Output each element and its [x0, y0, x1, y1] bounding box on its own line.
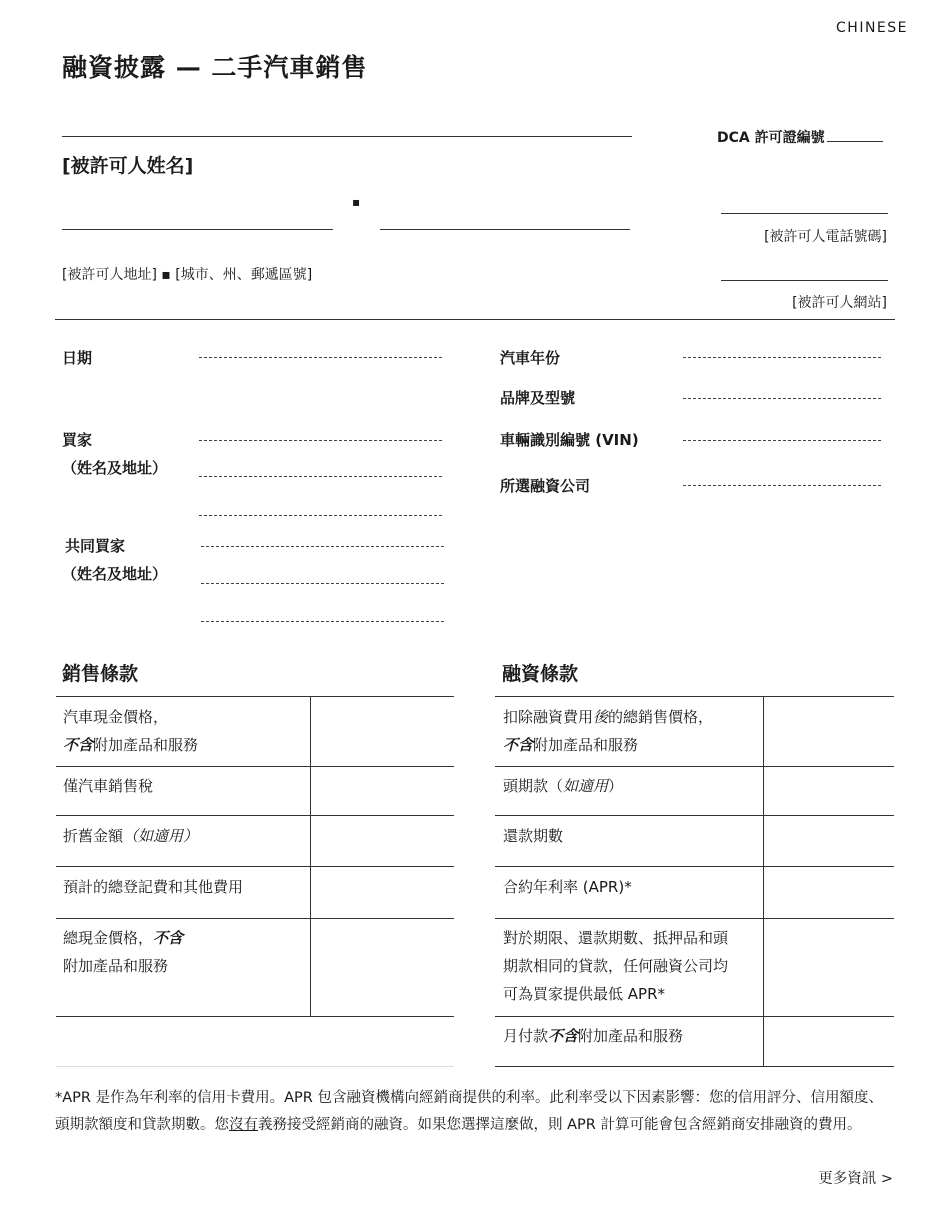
sale-row-sales-tax: 僅汽車銷售稅: [63, 777, 154, 795]
finance-value-num-payments[interactable]: [765, 817, 894, 865]
finance-column-divider: [763, 696, 764, 1066]
finance-value-apr[interactable]: [765, 868, 894, 917]
finance-row-monthly-payment-c: 附加產品和服務: [578, 1027, 684, 1045]
finance-row-down-payment-b: 如適用: [563, 777, 609, 795]
finance-row-monthly-payment-b: 不含: [548, 1027, 579, 1045]
finance-row-divider: [495, 696, 894, 697]
sale-row-total-cash-b: 不含: [153, 929, 184, 947]
finance-row-divider: [495, 766, 894, 767]
finance-row-total-sale-e: 附加產品和服務: [533, 736, 639, 754]
finance-value-down-payment[interactable]: [765, 768, 894, 814]
buyer-field-3[interactable]: [199, 515, 442, 516]
finance-row-total-sale-d: 不含: [503, 736, 534, 754]
finance-row-divider: [495, 1016, 894, 1017]
finance-row-lowest-apr-l3: 可為買家提供最低 APR*: [503, 985, 665, 1003]
finance-row-apr: 合約年利率 (APR)*: [503, 878, 632, 896]
apr-footnote-underlined: 沒有: [229, 1117, 258, 1133]
finance-row-lowest-apr-l1: 對於期限、還款期數、抵押品和頭: [503, 929, 729, 947]
cobuyer-sub-label: （姓名及地址）: [62, 565, 168, 583]
page-title: 融資披露 — 二手汽車銷售: [62, 53, 368, 82]
sale-row-trade-in-a: 折舊金額: [63, 827, 124, 845]
sale-value-fees[interactable]: [312, 868, 454, 917]
buyer-field-2[interactable]: [199, 476, 442, 477]
finance-row-down-payment-c: ）: [608, 777, 624, 795]
finance-row-down-payment-a: 頭期款（: [503, 777, 564, 795]
website-line[interactable]: [721, 280, 888, 281]
cobuyer-label: 共同買家: [65, 537, 126, 555]
make-model-label: 品牌及型號: [500, 389, 576, 407]
finance-value-monthly-payment[interactable]: [765, 1018, 894, 1065]
address-line-2[interactable]: [380, 229, 630, 230]
buyer-label: 買家: [62, 431, 93, 449]
sale-row-divider: [56, 918, 454, 919]
sale-row-cash-price-b: 不含: [63, 736, 94, 754]
sale-row-total-cash-c: 附加產品和服務: [63, 957, 169, 975]
header-divider: [55, 319, 895, 320]
finance-row-divider: [495, 866, 894, 867]
address-line-1[interactable]: [62, 229, 333, 230]
sale-row-divider: [56, 766, 454, 767]
finance-row-total-sale-a: 扣除融資費用: [503, 708, 594, 726]
sale-row-total-cash: [63, 924, 183, 980]
date-label: 日期: [62, 349, 93, 367]
vin-field[interactable]: [683, 440, 881, 441]
make-model-field[interactable]: [683, 398, 881, 399]
finance-row-divider: [495, 1066, 894, 1067]
finance-row-down-payment: [503, 772, 623, 800]
language-label: CHINESE: [836, 20, 908, 36]
sale-row-cash-price-c: 附加產品和服務: [93, 736, 199, 754]
licensee-address: [被許可人地址] ▪ [城市、州、郵遞區號]: [62, 267, 313, 283]
vehicle-year-label: 汽車年份: [500, 349, 561, 367]
finance-row-lowest-apr: [503, 924, 728, 1008]
licensee-name-line[interactable]: [62, 136, 632, 137]
sale-row-trade-in: [63, 822, 198, 850]
apr-footnote-part1: *APR 是作為年利率的信用卡費用。APR 包含融資機構向經銷商提供的利率。此利率受以下因素影響：您的信用評分、信用額度、頭期款額度和貸款期數。您: [55, 1090, 883, 1133]
sale-row-divider: [56, 815, 454, 816]
finance-row-total-sale-c: 的總銷售價格，: [608, 708, 714, 726]
finance-row-num-payments: 還款期數: [503, 827, 564, 845]
finance-row-divider: [495, 815, 894, 816]
sale-row-divider: [56, 696, 454, 697]
address-separator: ▪: [352, 195, 361, 209]
sale-terms-heading: 銷售條款: [62, 663, 139, 685]
sale-row-cash-price: [63, 703, 198, 759]
sale-row-total-cash-a: 總現金價格，: [63, 929, 154, 947]
finance-row-monthly-payment: [503, 1022, 683, 1050]
licensee-phone: [被許可人電話號碼]: [764, 229, 887, 245]
cobuyer-field-1[interactable]: [201, 546, 444, 547]
date-field[interactable]: [199, 357, 442, 358]
apr-footnote-part2: 義務接受經銷商的融資。如果您選擇這麼做，則 APR 計算可能會包含經銷商安排融資的費用。: [258, 1117, 862, 1133]
sale-row-trade-in-b: （如適用）: [123, 827, 199, 845]
sale-value-trade-in[interactable]: [312, 817, 454, 865]
licensee-name: [被許可人姓名]: [62, 155, 194, 177]
licensee-website: [被許可人網站]: [792, 295, 887, 311]
buyer-sub-label: （姓名及地址）: [62, 459, 168, 477]
dca-license-number: [717, 127, 883, 147]
sale-value-total-cash[interactable]: [312, 920, 454, 1015]
finance-row-lowest-apr-l2: 期款相同的貸款，任何融資公司均: [503, 957, 729, 975]
cobuyer-field-3[interactable]: [201, 621, 444, 622]
finance-terms-heading: 融資條款: [502, 663, 579, 685]
finance-row-monthly-payment-a: 月付款: [503, 1027, 549, 1045]
sale-row-divider: [56, 1016, 454, 1017]
finance-company-field[interactable]: [683, 485, 881, 486]
finance-row-total-sale-b: 後: [593, 708, 609, 726]
buyer-field-1[interactable]: [199, 440, 442, 441]
cobuyer-field-2[interactable]: [201, 583, 444, 584]
phone-line[interactable]: [721, 213, 888, 214]
finance-row-divider: [495, 918, 894, 919]
finance-row-total-sale: [503, 703, 713, 759]
sale-row-cash-price-a: 汽車現金價格，: [63, 708, 169, 726]
sale-value-cash-price[interactable]: [312, 698, 454, 765]
vehicle-year-field[interactable]: [683, 357, 881, 358]
sale-row-fees: 預計的總登記費和其他費用: [63, 878, 244, 896]
finance-value-total-sale[interactable]: [765, 698, 894, 765]
dca-blank[interactable]: [827, 141, 883, 142]
dca-label: DCA 許可證編號: [717, 130, 825, 146]
sale-value-sales-tax[interactable]: [312, 768, 454, 814]
apr-footnote: [55, 1085, 895, 1139]
sale-row-divider: [56, 866, 454, 867]
vin-label: 車輛識別編號 (VIN): [500, 431, 639, 449]
finance-company-label: 所選融資公司: [500, 477, 591, 495]
finance-value-lowest-apr[interactable]: [765, 920, 894, 1015]
sale-column-divider: [310, 696, 311, 1016]
more-info-link[interactable]: 更多資訊 >: [818, 1171, 893, 1187]
sale-row-divider: [56, 1066, 454, 1067]
